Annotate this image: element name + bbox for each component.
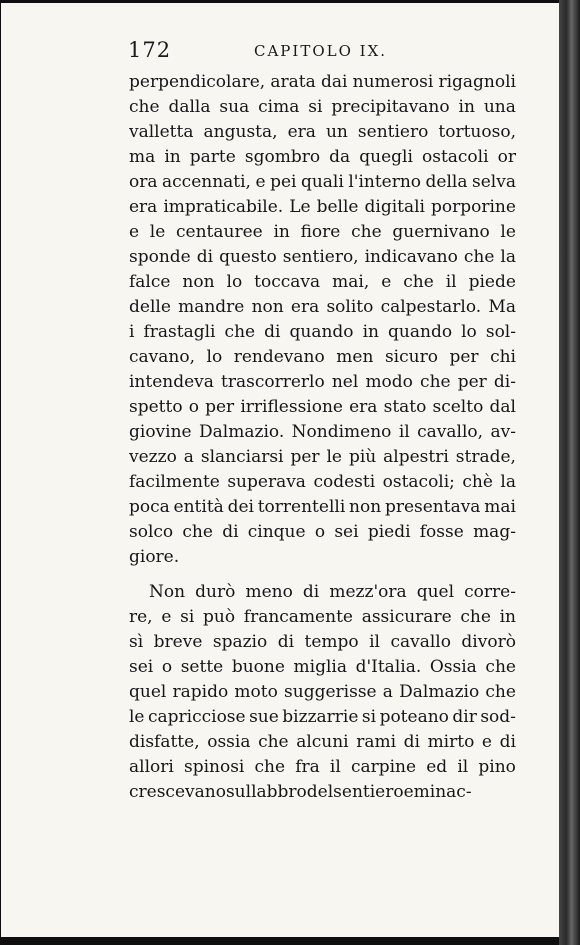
text-line: solco che di cinque o sei piedi fosse mag-	[129, 522, 516, 542]
book-spine-shadow	[559, 0, 580, 945]
text-line: facilmente superava codesti ostacoli; chè la	[129, 472, 516, 492]
running-head: CAPITOLO IX.	[254, 42, 388, 60]
body-text	[129, 70, 516, 805]
text-line: sei o sette buone miglia d'Italia. Ossia che	[129, 657, 516, 677]
page-header	[128, 38, 516, 68]
text-line: perpendicolare, arata dai numerosi rigagnoli	[129, 72, 516, 92]
text-line: spetto o per irriflessione era stato scelto dal	[129, 397, 516, 417]
text-line: era impraticabile. Le belle digitali porporine	[129, 197, 516, 217]
text-line: le capricciose sue bizzarrie si poteano dir sod-	[129, 707, 516, 727]
text-line: che dalla sua cima si precipitavano in una	[129, 97, 516, 117]
text-line: intendeva trascorrerlo nel modo che per di-	[129, 372, 516, 392]
paragraph-gap	[129, 570, 516, 580]
text-line: giovine Dalmazio. Nondimeno il cavallo, av-	[129, 422, 516, 442]
text-line: sì breve spazio di tempo il cavallo divorò	[129, 632, 516, 652]
text-line: delle mandre non era solito calpestarlo. Ma	[129, 297, 516, 317]
page-number: 172	[128, 38, 172, 62]
text-line: Non durò meno di mezz'ora quel corre-	[149, 582, 516, 602]
text-line: sponde di questo sentiero, indicavano che la	[129, 247, 516, 267]
text-line: re, e si può francamente assicurare che in	[129, 607, 516, 627]
text-line: falce non lo toccava mai, e che il piede	[129, 272, 516, 292]
text-line: allori spinosi che fra il carpine ed il pino	[129, 757, 516, 777]
text-line: poca entità dei torrentelli non presentava mai	[129, 497, 516, 517]
text-line: crescevano sul labbro del sentiero e minac-	[129, 782, 472, 802]
text-line: ma in parte sgombro da quegli ostacoli or	[129, 147, 516, 167]
text-line: e le centauree in fiore che guernivano le	[129, 222, 516, 242]
paragraph	[129, 580, 516, 805]
paragraph	[129, 70, 516, 570]
text-line: cavano, lo rendevano men sicuro per chi	[129, 347, 516, 367]
text-line: vezzo a slanciarsi per le più alpestri strade,	[129, 447, 516, 467]
text-line: valletta angusta, era un sentiero tortuoso,	[129, 122, 516, 142]
text-line: i frastagli che di quando in quando lo sol-	[129, 322, 516, 342]
text-line: disfatte, ossia che alcuni rami di mirto e di	[129, 732, 516, 752]
text-line: quel rapido moto suggerisse a Dalmazio che	[129, 682, 516, 702]
text-line: ora accennati, e pei quali l'interno della selva	[129, 172, 516, 192]
text-line: giore.	[129, 547, 180, 567]
